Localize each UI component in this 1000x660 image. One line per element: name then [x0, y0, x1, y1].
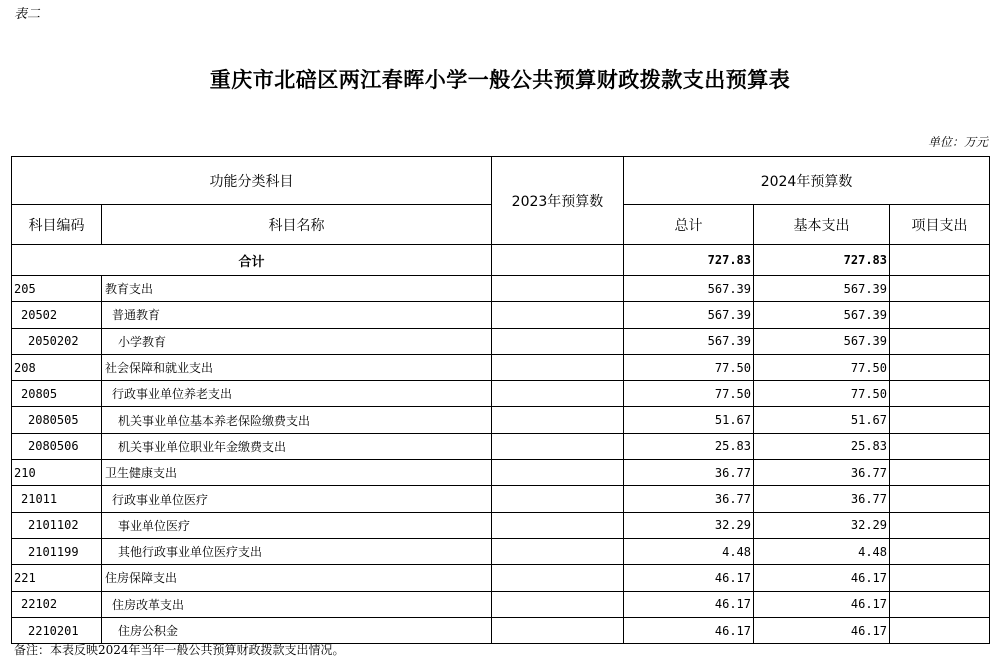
- row-code: 2080505: [12, 407, 102, 433]
- row-project: [890, 591, 990, 617]
- row-basic: 567.39: [754, 276, 890, 302]
- row-total: 567.39: [624, 328, 754, 354]
- row-total: 567.39: [624, 276, 754, 302]
- row-prev-budget: [492, 486, 624, 512]
- row-code: 2101102: [12, 512, 102, 538]
- table-row: [12, 565, 990, 591]
- row-name: 教育支出: [102, 276, 492, 302]
- row-code: 221: [12, 565, 102, 591]
- row-name: 机关事业单位基本养老保险缴费支出: [102, 407, 492, 433]
- row-code: 208: [12, 354, 102, 380]
- row-project: [890, 512, 990, 538]
- row-prev-budget: [492, 276, 624, 302]
- row-name: 行政事业单位养老支出: [102, 381, 492, 407]
- row-prev-budget: [492, 617, 624, 643]
- row-total: 32.29: [624, 512, 754, 538]
- row-prev-budget: [492, 460, 624, 486]
- row-basic: 25.83: [754, 433, 890, 459]
- row-prev-budget: [492, 328, 624, 354]
- row-code: 20805: [12, 381, 102, 407]
- header-function-class: 功能分类科目: [12, 157, 492, 205]
- header-basic: 基本支出: [754, 205, 890, 245]
- row-project: [890, 407, 990, 433]
- row-name: 小学教育: [102, 328, 492, 354]
- row-code: 2210201: [12, 617, 102, 643]
- row-project: [890, 381, 990, 407]
- row-name: 卫生健康支出: [102, 460, 492, 486]
- row-basic: 46.17: [754, 617, 890, 643]
- row-basic: 77.50: [754, 381, 890, 407]
- table-row: [12, 538, 990, 564]
- row-basic: 567.39: [754, 302, 890, 328]
- table-row: [12, 512, 990, 538]
- header-cur-budget: 2024年预算数: [624, 157, 990, 205]
- header-project: 项目支出: [890, 205, 990, 245]
- row-project: [890, 486, 990, 512]
- row-project: [890, 460, 990, 486]
- row-name: 其他行政事业单位医疗支出: [102, 538, 492, 564]
- row-prev-budget: [492, 512, 624, 538]
- row-prev-budget: [492, 302, 624, 328]
- row-code: 21011: [12, 486, 102, 512]
- row-prev-budget: [492, 538, 624, 564]
- row-total: 25.83: [624, 433, 754, 459]
- row-prev-budget: [492, 565, 624, 591]
- table-row: [12, 591, 990, 617]
- row-project: [890, 617, 990, 643]
- row-project: [890, 328, 990, 354]
- row-project: [890, 354, 990, 380]
- total-project: [890, 245, 990, 276]
- row-project: [890, 302, 990, 328]
- header-name: 科目名称: [102, 205, 492, 245]
- table-row: [12, 354, 990, 380]
- row-prev-budget: [492, 407, 624, 433]
- row-total: 46.17: [624, 617, 754, 643]
- row-total: 77.50: [624, 381, 754, 407]
- table-row: [12, 302, 990, 328]
- row-code: 205: [12, 276, 102, 302]
- row-prev-budget: [492, 591, 624, 617]
- row-code: 2101199: [12, 538, 102, 564]
- table-number-label: 表二: [14, 7, 41, 22]
- row-code: 2080506: [12, 433, 102, 459]
- row-project: [890, 565, 990, 591]
- row-name: 事业单位医疗: [102, 512, 492, 538]
- footnote: 备注：本表反映2024年当年一般公共预算财政拨款支出情况。: [14, 643, 345, 657]
- row-code: 2050202: [12, 328, 102, 354]
- table-row: [12, 617, 990, 643]
- row-project: [890, 538, 990, 564]
- total-row: [12, 245, 990, 276]
- row-total: 51.67: [624, 407, 754, 433]
- row-total: 36.77: [624, 460, 754, 486]
- row-total: 36.77: [624, 486, 754, 512]
- row-basic: 46.17: [754, 565, 890, 591]
- row-code: 210: [12, 460, 102, 486]
- row-name: 社会保障和就业支出: [102, 354, 492, 380]
- row-code: 22102: [12, 591, 102, 617]
- row-basic: 32.29: [754, 512, 890, 538]
- table-row: [12, 460, 990, 486]
- header-row-1: [12, 157, 990, 205]
- row-basic: 51.67: [754, 407, 890, 433]
- row-prev-budget: [492, 433, 624, 459]
- row-name: 住房公积金: [102, 617, 492, 643]
- row-total: 46.17: [624, 591, 754, 617]
- header-total: 总计: [624, 205, 754, 245]
- row-name: 普通教育: [102, 302, 492, 328]
- row-name: 机关事业单位职业年金缴费支出: [102, 433, 492, 459]
- row-basic: 36.77: [754, 486, 890, 512]
- row-name: 行政事业单位医疗: [102, 486, 492, 512]
- row-basic: 36.77: [754, 460, 890, 486]
- row-prev-budget: [492, 381, 624, 407]
- table-row: [12, 381, 990, 407]
- header-prev-budget: 2023年预算数: [492, 157, 624, 245]
- table-row: [12, 486, 990, 512]
- row-project: [890, 276, 990, 302]
- row-name: 住房改革支出: [102, 591, 492, 617]
- total-prev: [492, 245, 624, 276]
- row-prev-budget: [492, 354, 624, 380]
- row-basic: 567.39: [754, 328, 890, 354]
- budget-table: [11, 156, 990, 644]
- table-row: [12, 407, 990, 433]
- page-title: 重庆市北碚区两江春晖小学一般公共预算财政拨款支出预算表: [209, 67, 791, 92]
- row-basic: 77.50: [754, 354, 890, 380]
- row-total: 77.50: [624, 354, 754, 380]
- table-row: [12, 328, 990, 354]
- table-body: [12, 276, 990, 644]
- row-name: 住房保障支出: [102, 565, 492, 591]
- total-total: 727.83: [624, 245, 754, 276]
- row-project: [890, 433, 990, 459]
- row-basic: 46.17: [754, 591, 890, 617]
- row-total: 567.39: [624, 302, 754, 328]
- total-basic: 727.83: [754, 245, 890, 276]
- table-row: [12, 276, 990, 302]
- row-basic: 4.48: [754, 538, 890, 564]
- row-total: 4.48: [624, 538, 754, 564]
- row-total: 46.17: [624, 565, 754, 591]
- row-code: 20502: [12, 302, 102, 328]
- table-row: [12, 433, 990, 459]
- unit-label: 单位：万元: [927, 135, 988, 149]
- header-code: 科目编码: [12, 205, 102, 245]
- total-label: 合计: [12, 245, 492, 276]
